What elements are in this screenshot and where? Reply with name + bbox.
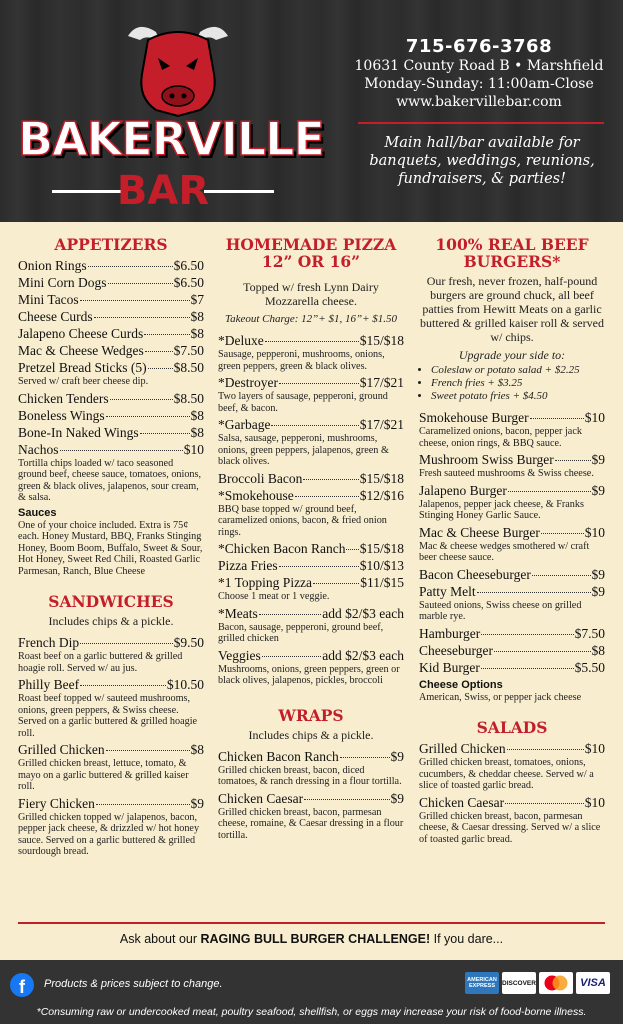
menu-item [218, 574, 404, 591]
item-price: $9.50 [173, 635, 204, 650]
item-description: Two layers of sausage, pepperoni, ground beef, & bacon. [218, 391, 388, 414]
leader-dots [481, 634, 573, 635]
menu-item [218, 416, 404, 433]
leader-dots [279, 383, 359, 384]
leader-dots [106, 750, 190, 751]
leader-dots [304, 799, 389, 800]
item-price: $7 [190, 292, 204, 307]
item-price: $8 [190, 309, 204, 324]
logo-sub: BAR [116, 168, 210, 214]
menu-item [218, 374, 404, 391]
cheese-label: Cheese Options [419, 678, 503, 691]
sandwiches-list [18, 634, 204, 858]
wraps-list [218, 748, 404, 842]
sauces-label: Sauces [18, 506, 57, 519]
item-description: Choose 1 meat or 1 veggie. [218, 591, 330, 602]
item-name: Pizza Fries [218, 558, 278, 573]
item-price: $10/$13 [359, 558, 404, 573]
leader-dots [110, 399, 173, 400]
leader-dots [295, 496, 359, 497]
discover-card-icon: DISCOVER [502, 972, 536, 994]
item-price: $17/$21 [359, 417, 404, 432]
leader-dots [505, 803, 584, 804]
item-price: $9 [591, 566, 605, 582]
item-name: Mushroom Swiss Burger [419, 452, 554, 467]
menu-item [18, 407, 204, 424]
header-divider [358, 122, 604, 124]
menu-item [218, 332, 404, 349]
bull-icon [118, 18, 238, 118]
item-name: Boneless Wings [18, 407, 105, 423]
website-link[interactable]: www.bakervillebar.com [396, 94, 562, 110]
upgrade-item: • Sweet potato fries + $4.50 [431, 390, 605, 403]
menu-item [18, 274, 204, 291]
leader-dots [106, 416, 190, 417]
menu-item [18, 291, 204, 308]
item-name: Bone-In Naked Wings [18, 424, 139, 440]
sandwiches-title: SANDWICHES [48, 592, 174, 611]
item-price: $6.50 [173, 275, 204, 290]
leader-dots [340, 757, 390, 758]
item-description: Sauteed onions, Swiss cheese on grilled marble rye. [419, 599, 582, 622]
item-description: Mushrooms, onions, green peppers, green or black olives, jalapenos, pickles, broccoli [218, 663, 400, 686]
leader-dots [507, 749, 584, 750]
leader-dots [140, 433, 190, 434]
item-description: Salsa, sausage, pepperoni, mushrooms, onions, green peppers, jalapenos, green & black olives. [218, 433, 389, 467]
item-name: Cheeseburger [419, 642, 493, 658]
mastercard-icon [539, 972, 573, 994]
item-description: Roast beef topped w/ sauteed mushrooms, onions, green peppers, & Swiss cheese. Served on a garlic buttered & grilled hoagie roll. [18, 693, 198, 739]
item-name: Chicken Tenders [18, 390, 109, 406]
item-name: Pretzel Bread Sticks (5) [18, 360, 147, 375]
leader-dots [108, 283, 173, 284]
item-description: Sausage, pepperoni, mushrooms, onions, green peppers, green & black olives. [218, 349, 385, 372]
item-name: *Destroyer [218, 375, 278, 390]
appetizers-title: APPETIZERS [54, 235, 168, 254]
menu-item [18, 257, 204, 274]
events-note: Main hall/bar available for banquets, weddings, reunions, fundraisers, & parties! [369, 135, 595, 187]
address: 10631 County Road B • Marshfield [354, 58, 604, 74]
item-name: Smokehouse Burger [419, 410, 529, 425]
menu-item [18, 676, 204, 693]
column-middle [218, 236, 404, 843]
item-price: $8 [591, 642, 605, 658]
menu-item [419, 524, 605, 541]
leader-dots [346, 549, 358, 550]
item-description: Served w/ craft beer cheese dip. [18, 376, 149, 387]
menu-item [18, 359, 204, 376]
item-name: Bacon Cheeseburger [419, 566, 531, 582]
leader-dots [144, 334, 189, 335]
item-name: *1 Topping Pizza [218, 575, 313, 590]
leader-dots [494, 651, 591, 652]
upgrade-item: • French fries + $3.25 [431, 377, 605, 390]
item-name: Kid Burger [419, 659, 480, 675]
menu-item [419, 642, 605, 659]
item-description: Bacon, sausage, pepperoni, ground beef, grilled chicken [218, 621, 384, 644]
item-description: Fresh sauteed mushrooms & Swiss cheese. [419, 468, 594, 479]
item-price: $17/$21 [359, 375, 404, 390]
item-name: French Dip [18, 635, 80, 650]
item-price: $8.50 [173, 360, 204, 375]
item-price: $7.50 [574, 625, 605, 641]
menu-item [419, 451, 605, 468]
menu-item [419, 659, 605, 676]
menu-item [218, 605, 404, 622]
menu-item [218, 470, 404, 487]
item-description: Grilled chicken topped w/ jalapenos, bacon, pepper jack cheese, & drizzled w/ hot honey sauce. Served on a garlic buttered & grilled sourdough bread. [18, 811, 200, 857]
item-price: $9 [190, 795, 204, 811]
phone-number[interactable]: 715-676-3768 [405, 36, 553, 57]
item-price: $10 [584, 741, 605, 756]
menu-item [218, 647, 404, 664]
takeout-charge: Takeout Charge: 12”+ $1, 16”+ $1.50 [224, 313, 397, 325]
sandwiches-subtitle: Includes chips & a pickle. [48, 614, 174, 628]
menu-item [18, 308, 204, 325]
item-description: Caramelized onions, bacon, pepper jack cheese, onion rings, & BBQ sauce. [419, 426, 582, 449]
item-name: Mac & Cheese Wedges [18, 343, 144, 358]
item-name: Philly Beef [18, 677, 80, 692]
item-description: Grilled chicken breast, bacon, parmesan cheese, & Caesar dressing. Served w/ a slice of toasted garlic bread. [419, 810, 601, 845]
item-name: Cheese Curds [18, 309, 93, 324]
item-price: $10 [183, 441, 204, 457]
amex-card-icon: AMERICAN EXPRESS [465, 972, 499, 994]
menu-item [419, 740, 605, 757]
menu-item [419, 583, 605, 600]
leader-dots [262, 656, 322, 657]
menu-item [419, 625, 605, 642]
leader-dots [481, 668, 574, 669]
menu-item [218, 487, 404, 504]
item-price: add $2/$3 each [322, 605, 404, 621]
pizza-title: HOMEMADE PIZZA 12” OR 16” [225, 235, 397, 271]
item-price: $11/$15 [360, 575, 404, 590]
menu-item [419, 794, 605, 811]
burgers-title: 100% REAL BEEF BURGERS* [435, 235, 589, 271]
item-name: *Meats [218, 605, 258, 621]
item-price: $9 [591, 482, 605, 498]
upgrade-label: Upgrade your side to: [458, 348, 566, 362]
leader-dots [265, 341, 359, 342]
leader-dots [279, 566, 359, 567]
menu-item [419, 482, 605, 499]
menu-item [18, 795, 204, 812]
item-name: Patty Melt [419, 583, 476, 599]
leader-dots [88, 266, 173, 267]
item-name: Mac & Cheese Burger [419, 524, 540, 540]
visa-card-icon: VISA [576, 972, 610, 994]
item-name: Jalapeno Burger [419, 482, 507, 498]
sauces-desc: One of your choice included. Extra is 75¢ each. Honey Mustard, BBQ, Franks Stinging Honey, Boom Boom, Buffalo, Sweet & Sour, Hot Honey, Sweet Red Chili, Roasted Garlic Parmesan, Ranch, Blue Cheese [18, 519, 203, 577]
logo-name: BAKERVILLE [18, 112, 324, 166]
leader-dots [80, 685, 166, 686]
item-name: Chicken Caesar [218, 790, 304, 806]
item-name: Mini Tacos [18, 292, 79, 307]
payment-cards [465, 972, 610, 994]
salads-list [419, 740, 605, 845]
item-description: Grilled chicken breast, lettuce, tomato, & mayo on a garlic buttered & grilled kaiser roll. [18, 758, 189, 792]
menu-item [18, 441, 204, 458]
burgers-list [419, 409, 605, 676]
item-name: Veggies [218, 647, 261, 663]
menu-item [18, 424, 204, 441]
item-price: $15/$18 [359, 333, 404, 348]
menu-item [18, 342, 204, 359]
item-description: Jalapenos, pepper jack cheese, & Franks Stinging Honey Garlic Sauce. [419, 498, 584, 521]
item-description: BBQ base topped w/ ground beef, caramelized onions, bacon, & fried onion rings. [218, 503, 387, 538]
item-name: Onion Rings [18, 258, 87, 273]
footer-divider [18, 922, 605, 924]
leader-dots [80, 300, 190, 301]
wraps-title: WRAPS [278, 705, 344, 725]
header [0, 0, 623, 222]
menu-item [218, 557, 404, 574]
item-name: Jalapeno Cheese Curds [18, 326, 144, 341]
menu-item [218, 540, 404, 557]
item-name: Fiery Chicken [18, 795, 95, 811]
upgrade-list [431, 364, 605, 403]
item-description: Grilled chicken breast, bacon, parmesan cheese, romaine, & Caesar dressing in a flour tortilla. [218, 806, 404, 841]
item-description: Roast beef on a garlic buttered & grilled hoagie roll. Served w/ au jus. [18, 651, 183, 674]
menu-item [18, 325, 204, 342]
leader-dots [148, 368, 173, 369]
item-price: add $2/$3 each [322, 647, 404, 663]
challenge-bold: RAGING BULL BURGER CHALLENGE! [200, 932, 431, 946]
item-name: Grilled Chicken [419, 741, 506, 756]
item-name: Hamburger [419, 625, 481, 641]
hours: Monday-Sunday: 11:00am-Close [364, 76, 594, 92]
column-left [18, 236, 204, 860]
leader-dots [541, 533, 584, 534]
leader-dots [145, 351, 173, 352]
upgrade-item: • Coleslaw or potato salad + $2.25 [431, 364, 605, 377]
mastercard-circles-icon [541, 974, 571, 992]
menu-item [419, 409, 605, 426]
appetizers-list [18, 257, 204, 504]
wraps-subtitle: Includes chips & a pickle. [248, 727, 374, 742]
item-name: Grilled Chicken [18, 742, 105, 757]
item-price: $8 [190, 407, 204, 423]
item-name: Chicken Bacon Ranch [218, 748, 339, 764]
leader-dots [60, 450, 183, 451]
item-price: $9 [390, 748, 404, 764]
leader-dots [313, 583, 359, 584]
leader-dots [477, 592, 591, 593]
item-price: $8 [190, 424, 204, 440]
item-description: Tortilla chips loaded w/ taco seasoned ground beef, cheese sauce, tomatoes, onions, green & black olives, jalapenos, sour cream, & salsa. [18, 457, 202, 503]
item-description: Grilled chicken breast, bacon, diced tomatoes, & ranch dressing in a flour tortilla. [218, 764, 402, 787]
menu-item [18, 390, 204, 407]
item-price: $8 [190, 326, 204, 341]
item-price: $5.50 [574, 659, 605, 675]
menu-item [18, 634, 204, 651]
leader-dots [532, 575, 591, 576]
burgers-intro: Our fresh, never frozen, half-pound burgers are ground chuck, all beef patties from Hewitt Meats on a garlic buttered & grilled kaiser roll & served w/ chips. [420, 274, 604, 344]
item-price: $10 [584, 524, 605, 540]
item-price: $15/$18 [359, 470, 404, 486]
column-right [419, 236, 605, 847]
item-name: *Smokehouse [218, 487, 294, 503]
menu-item [18, 741, 204, 758]
leader-dots [508, 491, 591, 492]
leader-dots [530, 418, 584, 419]
challenge-post: If you dare... [430, 932, 504, 946]
item-price: $10 [584, 410, 605, 425]
pizza-subtitle: Topped w/ fresh Lynn Dairy Mozzarella cheese. [243, 280, 379, 308]
item-name: Chicken Caesar [419, 794, 505, 810]
footer [0, 960, 623, 1024]
pizza-list [218, 332, 404, 687]
item-name: Broccoli Bacon [218, 470, 303, 486]
item-price: $9 [591, 452, 605, 467]
item-price: $10 [584, 794, 605, 810]
burger-challenge [0, 932, 623, 946]
contact-info [340, 36, 618, 111]
item-price: $8.50 [173, 390, 204, 406]
item-name: *Garbage [218, 417, 271, 432]
facebook-icon[interactable]: f [10, 973, 34, 997]
item-price: $9 [390, 790, 404, 806]
item-description: Mac & cheese wedges smothered w/ craft beer cheese sauce. [419, 540, 590, 563]
leader-dots [555, 460, 591, 461]
leader-dots [303, 479, 358, 480]
challenge-pre: Ask about our [119, 932, 201, 946]
item-price: $10.50 [166, 677, 204, 692]
item-price: $15/$18 [359, 541, 404, 556]
leader-dots [94, 317, 190, 318]
item-price: $6.50 [173, 258, 204, 273]
item-price: $9 [591, 583, 605, 599]
menu-item [218, 748, 404, 765]
leader-dots [96, 804, 190, 805]
item-name: Nachos [18, 441, 59, 457]
item-description: Grilled chicken breast, tomatoes, onions, cucumbers, & cheddar cheese. Served w/ a slice of toasted garlic bread. [419, 757, 594, 791]
item-price: $7.50 [173, 343, 204, 358]
cheese-desc: American, Swiss, or pepper jack cheese [419, 691, 582, 703]
salads-title: SALADS [476, 718, 548, 737]
item-name: Mini Corn Dogs [18, 275, 107, 290]
leader-dots [80, 643, 173, 644]
item-name: *Deluxe [218, 333, 264, 348]
item-name: *Chicken Bacon Ranch [218, 541, 346, 556]
disclaimer: *Consuming raw or undercooked meat, poultry seafood, shellfish, or eggs may increase your risk of food-borne illness. [36, 1006, 587, 1018]
leader-dots [259, 614, 322, 615]
leader-dots [271, 425, 358, 426]
item-price: $8 [190, 742, 204, 757]
item-price: $12/$16 [359, 487, 404, 503]
prices-note: Products & prices subject to change. [44, 978, 223, 990]
bakerville-logo [18, 18, 324, 214]
menu-item [419, 566, 605, 583]
menu-item [218, 790, 404, 807]
